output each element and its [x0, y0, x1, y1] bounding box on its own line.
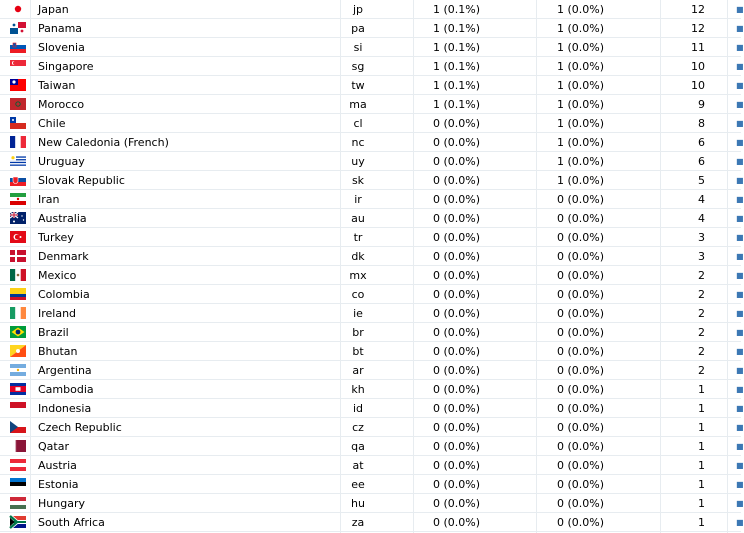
expand-icon[interactable]: ■ — [736, 119, 744, 128]
country-name: Slovenia — [38, 41, 85, 54]
expand-icon[interactable]: ■ — [736, 100, 744, 109]
country-code: za — [351, 516, 365, 529]
count-value: 9 — [698, 98, 705, 111]
country-code: tw — [351, 79, 365, 92]
id-flag-icon — [10, 402, 26, 414]
ir-flag-icon — [10, 193, 26, 205]
country-name: Singapore — [38, 60, 94, 73]
table-row — [0, 513, 744, 532]
count-value: 12 — [691, 3, 705, 16]
hits-value: 0 (0.0%) — [432, 250, 480, 263]
count-value: 5 — [698, 174, 705, 187]
country-name: Qatar — [38, 440, 69, 453]
hits-value: 0 (0.0%) — [432, 117, 480, 130]
count-value: 6 — [698, 136, 705, 149]
country-code: pa — [351, 22, 365, 35]
count-value: 2 — [698, 307, 705, 320]
visits-value: 0 (0.0%) — [556, 193, 604, 206]
country-code: hu — [351, 497, 365, 510]
country-name: Colombia — [38, 288, 90, 301]
expand-icon[interactable]: ■ — [736, 62, 744, 71]
hits-value: 0 (0.0%) — [432, 383, 480, 396]
count-value: 1 — [698, 516, 705, 529]
visits-value: 1 (0.0%) — [556, 79, 604, 92]
expand-icon[interactable]: ■ — [736, 423, 744, 432]
expand-icon[interactable]: ■ — [736, 404, 744, 413]
count-value: 10 — [691, 60, 705, 73]
count-value: 1 — [698, 421, 705, 434]
country-code: cz — [352, 421, 364, 434]
count-value: 1 — [698, 459, 705, 472]
country-code: ee — [351, 478, 365, 491]
tw-flag-icon — [10, 79, 26, 91]
hits-value: 0 (0.0%) — [432, 345, 480, 358]
count-value: 8 — [698, 117, 705, 130]
count-value: 10 — [691, 79, 705, 92]
table-row — [0, 190, 744, 209]
expand-icon[interactable]: ■ — [736, 233, 744, 242]
table-row — [0, 361, 744, 380]
count-value: 2 — [698, 326, 705, 339]
kh-flag-icon — [10, 383, 26, 395]
table-row — [0, 323, 744, 342]
table-row — [0, 95, 744, 114]
table-row — [0, 57, 744, 76]
country-code: ir — [354, 193, 362, 206]
visits-value: 0 (0.0%) — [556, 478, 604, 491]
table-row — [0, 494, 744, 513]
visits-value: 1 (0.0%) — [556, 41, 604, 54]
country-name: Czech Republic — [38, 421, 122, 434]
hu-flag-icon — [10, 497, 26, 509]
count-value: 4 — [698, 212, 705, 225]
expand-icon[interactable]: ■ — [736, 480, 744, 489]
country-code: sg — [351, 60, 365, 73]
country-name: Australia — [38, 212, 87, 225]
country-name: Cambodia — [38, 383, 94, 396]
expand-icon[interactable]: ■ — [736, 290, 744, 299]
country-code: ma — [349, 98, 367, 111]
hits-value: 1 (0.1%) — [432, 79, 480, 92]
visits-value: 0 (0.0%) — [556, 250, 604, 263]
visits-value: 0 (0.0%) — [556, 326, 604, 339]
hits-value: 1 (0.1%) — [432, 22, 480, 35]
count-value: 1 — [698, 478, 705, 491]
expand-icon[interactable]: ■ — [736, 309, 744, 318]
table-row — [0, 304, 744, 323]
hits-value: 1 (0.1%) — [432, 60, 480, 73]
table-row — [0, 475, 744, 494]
count-value: 1 — [698, 497, 705, 510]
country-code: br — [352, 326, 364, 339]
expand-icon[interactable]: ■ — [736, 43, 744, 52]
expand-icon[interactable]: ■ — [736, 518, 744, 527]
expand-icon[interactable]: ■ — [736, 385, 744, 394]
visits-value: 0 (0.0%) — [556, 421, 604, 434]
cl-flag-icon — [10, 117, 26, 129]
country-name: Turkey — [38, 231, 74, 244]
country-name: Indonesia — [38, 402, 92, 415]
tr-flag-icon — [10, 231, 26, 243]
table-row — [0, 418, 744, 437]
hits-value: 1 (0.1%) — [432, 41, 480, 54]
visits-value: 1 (0.0%) — [556, 98, 604, 111]
hits-value: 0 (0.0%) — [432, 307, 480, 320]
country-code: dk — [351, 250, 365, 263]
sk-flag-icon — [10, 174, 26, 186]
count-value: 2 — [698, 345, 705, 358]
table-row — [0, 19, 744, 38]
count-value: 4 — [698, 193, 705, 206]
country-code: ie — [353, 307, 363, 320]
visits-value: 1 (0.0%) — [556, 174, 604, 187]
country-name: Panama — [38, 22, 83, 35]
hits-value: 0 (0.0%) — [432, 212, 480, 225]
table-row — [0, 209, 744, 228]
visits-value: 0 (0.0%) — [556, 497, 604, 510]
country-name: Bhutan — [38, 345, 78, 358]
visits-value: 0 (0.0%) — [556, 212, 604, 225]
table-row — [0, 171, 744, 190]
count-value: 1 — [698, 440, 705, 453]
si-flag-icon — [10, 41, 26, 53]
country-name: Taiwan — [38, 79, 76, 92]
expand-icon[interactable]: ■ — [736, 347, 744, 356]
count-value: 1 — [698, 402, 705, 415]
country-name: Brazil — [38, 326, 69, 339]
visits-value: 0 (0.0%) — [556, 269, 604, 282]
visits-value: 0 (0.0%) — [556, 231, 604, 244]
country-code: nc — [351, 136, 365, 149]
co-flag-icon — [10, 288, 26, 300]
hits-value: 0 (0.0%) — [432, 174, 480, 187]
country-code: tr — [353, 231, 363, 244]
country-code: mx — [349, 269, 367, 282]
hits-value: 0 (0.0%) — [432, 326, 480, 339]
count-value: 6 — [698, 155, 705, 168]
visits-value: 0 (0.0%) — [556, 459, 604, 472]
visits-value: 1 (0.0%) — [556, 60, 604, 73]
table-row — [0, 247, 744, 266]
sg-flag-icon — [10, 60, 26, 72]
table-row — [0, 266, 744, 285]
country-name: Iran — [38, 193, 60, 206]
visits-value: 1 (0.0%) — [556, 3, 604, 16]
hits-value: 0 (0.0%) — [432, 364, 480, 377]
expand-icon[interactable]: ■ — [736, 176, 744, 185]
table-row — [0, 76, 744, 95]
hits-value: 0 (0.0%) — [432, 269, 480, 282]
ie-flag-icon — [10, 307, 26, 319]
table-row — [0, 152, 744, 171]
table-row — [0, 456, 744, 475]
visits-value: 0 (0.0%) — [556, 364, 604, 377]
expand-icon[interactable]: ■ — [736, 271, 744, 280]
visits-value: 0 (0.0%) — [556, 345, 604, 358]
table-row — [0, 114, 744, 133]
visits-value: 0 (0.0%) — [556, 383, 604, 396]
uy-flag-icon — [10, 155, 26, 167]
hits-value: 0 (0.0%) — [432, 478, 480, 491]
table-row — [0, 38, 744, 57]
country-name: Hungary — [38, 497, 85, 510]
expand-icon[interactable]: ■ — [736, 195, 744, 204]
hits-value: 0 (0.0%) — [432, 402, 480, 415]
za-flag-icon — [10, 516, 26, 528]
visits-value: 1 (0.0%) — [556, 22, 604, 35]
country-code: uy — [351, 155, 365, 168]
ar-flag-icon — [10, 364, 26, 376]
bt-flag-icon — [10, 345, 26, 357]
at-flag-icon — [10, 459, 26, 471]
country-name: Argentina — [38, 364, 92, 377]
country-code: kh — [351, 383, 365, 396]
count-value: 12 — [691, 22, 705, 35]
count-value: 1 — [698, 383, 705, 396]
count-value: 11 — [691, 41, 705, 54]
au-flag-icon — [10, 212, 26, 224]
visits-value: 0 (0.0%) — [556, 402, 604, 415]
country-name: Ireland — [38, 307, 77, 320]
country-code: bt — [352, 345, 364, 358]
table-row — [0, 399, 744, 418]
hits-value: 0 (0.0%) — [432, 497, 480, 510]
count-value: 2 — [698, 288, 705, 301]
count-value: 2 — [698, 364, 705, 377]
country-code: jp — [352, 3, 364, 16]
country-code: sk — [351, 174, 365, 187]
hits-value: 0 (0.0%) — [432, 459, 480, 472]
visits-value: 1 (0.0%) — [556, 117, 604, 130]
visits-value: 0 (0.0%) — [556, 288, 604, 301]
visits-value: 0 (0.0%) — [556, 516, 604, 529]
country-code: ar — [352, 364, 364, 377]
cz-flag-icon — [10, 421, 26, 433]
hits-value: 0 (0.0%) — [432, 136, 480, 149]
pa-flag-icon — [10, 22, 26, 34]
country-code: si — [353, 41, 363, 54]
table-row — [0, 133, 744, 152]
hits-value: 0 (0.0%) — [432, 421, 480, 434]
country-name: Estonia — [38, 478, 79, 491]
hits-value: 0 (0.0%) — [432, 440, 480, 453]
visits-value: 0 (0.0%) — [556, 307, 604, 320]
expand-icon[interactable]: ■ — [736, 328, 744, 337]
hits-value: 0 (0.0%) — [432, 516, 480, 529]
table-row — [0, 0, 744, 19]
expand-icon[interactable]: ■ — [736, 138, 744, 147]
country-name: Chile — [38, 117, 66, 130]
count-value: 3 — [698, 231, 705, 244]
expand-icon[interactable]: ■ — [736, 499, 744, 508]
hits-value: 0 (0.0%) — [432, 155, 480, 168]
hits-value: 0 (0.0%) — [432, 231, 480, 244]
visits-value: 1 (0.0%) — [556, 136, 604, 149]
table-row — [0, 342, 744, 361]
table-row — [0, 380, 744, 399]
dk-flag-icon — [10, 250, 26, 262]
table-row — [0, 228, 744, 247]
country-name: South Africa — [38, 516, 105, 529]
br-flag-icon — [10, 326, 26, 338]
country-name: New Caledonia (French) — [38, 136, 169, 149]
nc-flag-icon — [10, 136, 26, 148]
expand-icon[interactable]: ■ — [736, 461, 744, 470]
jp-flag-icon — [10, 3, 26, 15]
country-name: Japan — [38, 3, 69, 16]
country-name: Slovak Republic — [38, 174, 125, 187]
hits-value: 0 (0.0%) — [432, 193, 480, 206]
visits-value: 0 (0.0%) — [556, 440, 604, 453]
hits-value: 1 (0.1%) — [432, 98, 480, 111]
country-name: Uruguay — [38, 155, 85, 168]
count-value: 3 — [698, 250, 705, 263]
expand-icon[interactable]: ■ — [736, 81, 744, 90]
country-code: co — [351, 288, 365, 301]
table-row — [0, 285, 744, 304]
qa-flag-icon — [10, 440, 26, 452]
country-name: Mexico — [38, 269, 77, 282]
table-row — [0, 437, 744, 456]
country-code: au — [351, 212, 365, 225]
count-value: 2 — [698, 269, 705, 282]
country-code: id — [352, 402, 364, 415]
hits-value: 0 (0.0%) — [432, 288, 480, 301]
mx-flag-icon — [10, 269, 26, 281]
ma-flag-icon — [10, 98, 26, 110]
visits-value: 1 (0.0%) — [556, 155, 604, 168]
expand-icon[interactable]: ■ — [736, 252, 744, 261]
country-code: at — [352, 459, 364, 472]
country-name: Morocco — [38, 98, 85, 111]
expand-icon[interactable]: ■ — [736, 24, 744, 33]
country-code: cl — [353, 117, 363, 130]
country-name: Denmark — [38, 250, 89, 263]
country-name: Austria — [38, 459, 77, 472]
expand-icon[interactable]: ■ — [736, 214, 744, 223]
ee-flag-icon — [10, 478, 26, 490]
country-code: qa — [351, 440, 365, 453]
expand-icon[interactable]: ■ — [736, 442, 744, 451]
expand-icon[interactable]: ■ — [736, 366, 744, 375]
expand-icon[interactable]: ■ — [736, 157, 744, 166]
expand-icon[interactable]: ■ — [736, 5, 744, 14]
hits-value: 1 (0.1%) — [432, 3, 480, 16]
